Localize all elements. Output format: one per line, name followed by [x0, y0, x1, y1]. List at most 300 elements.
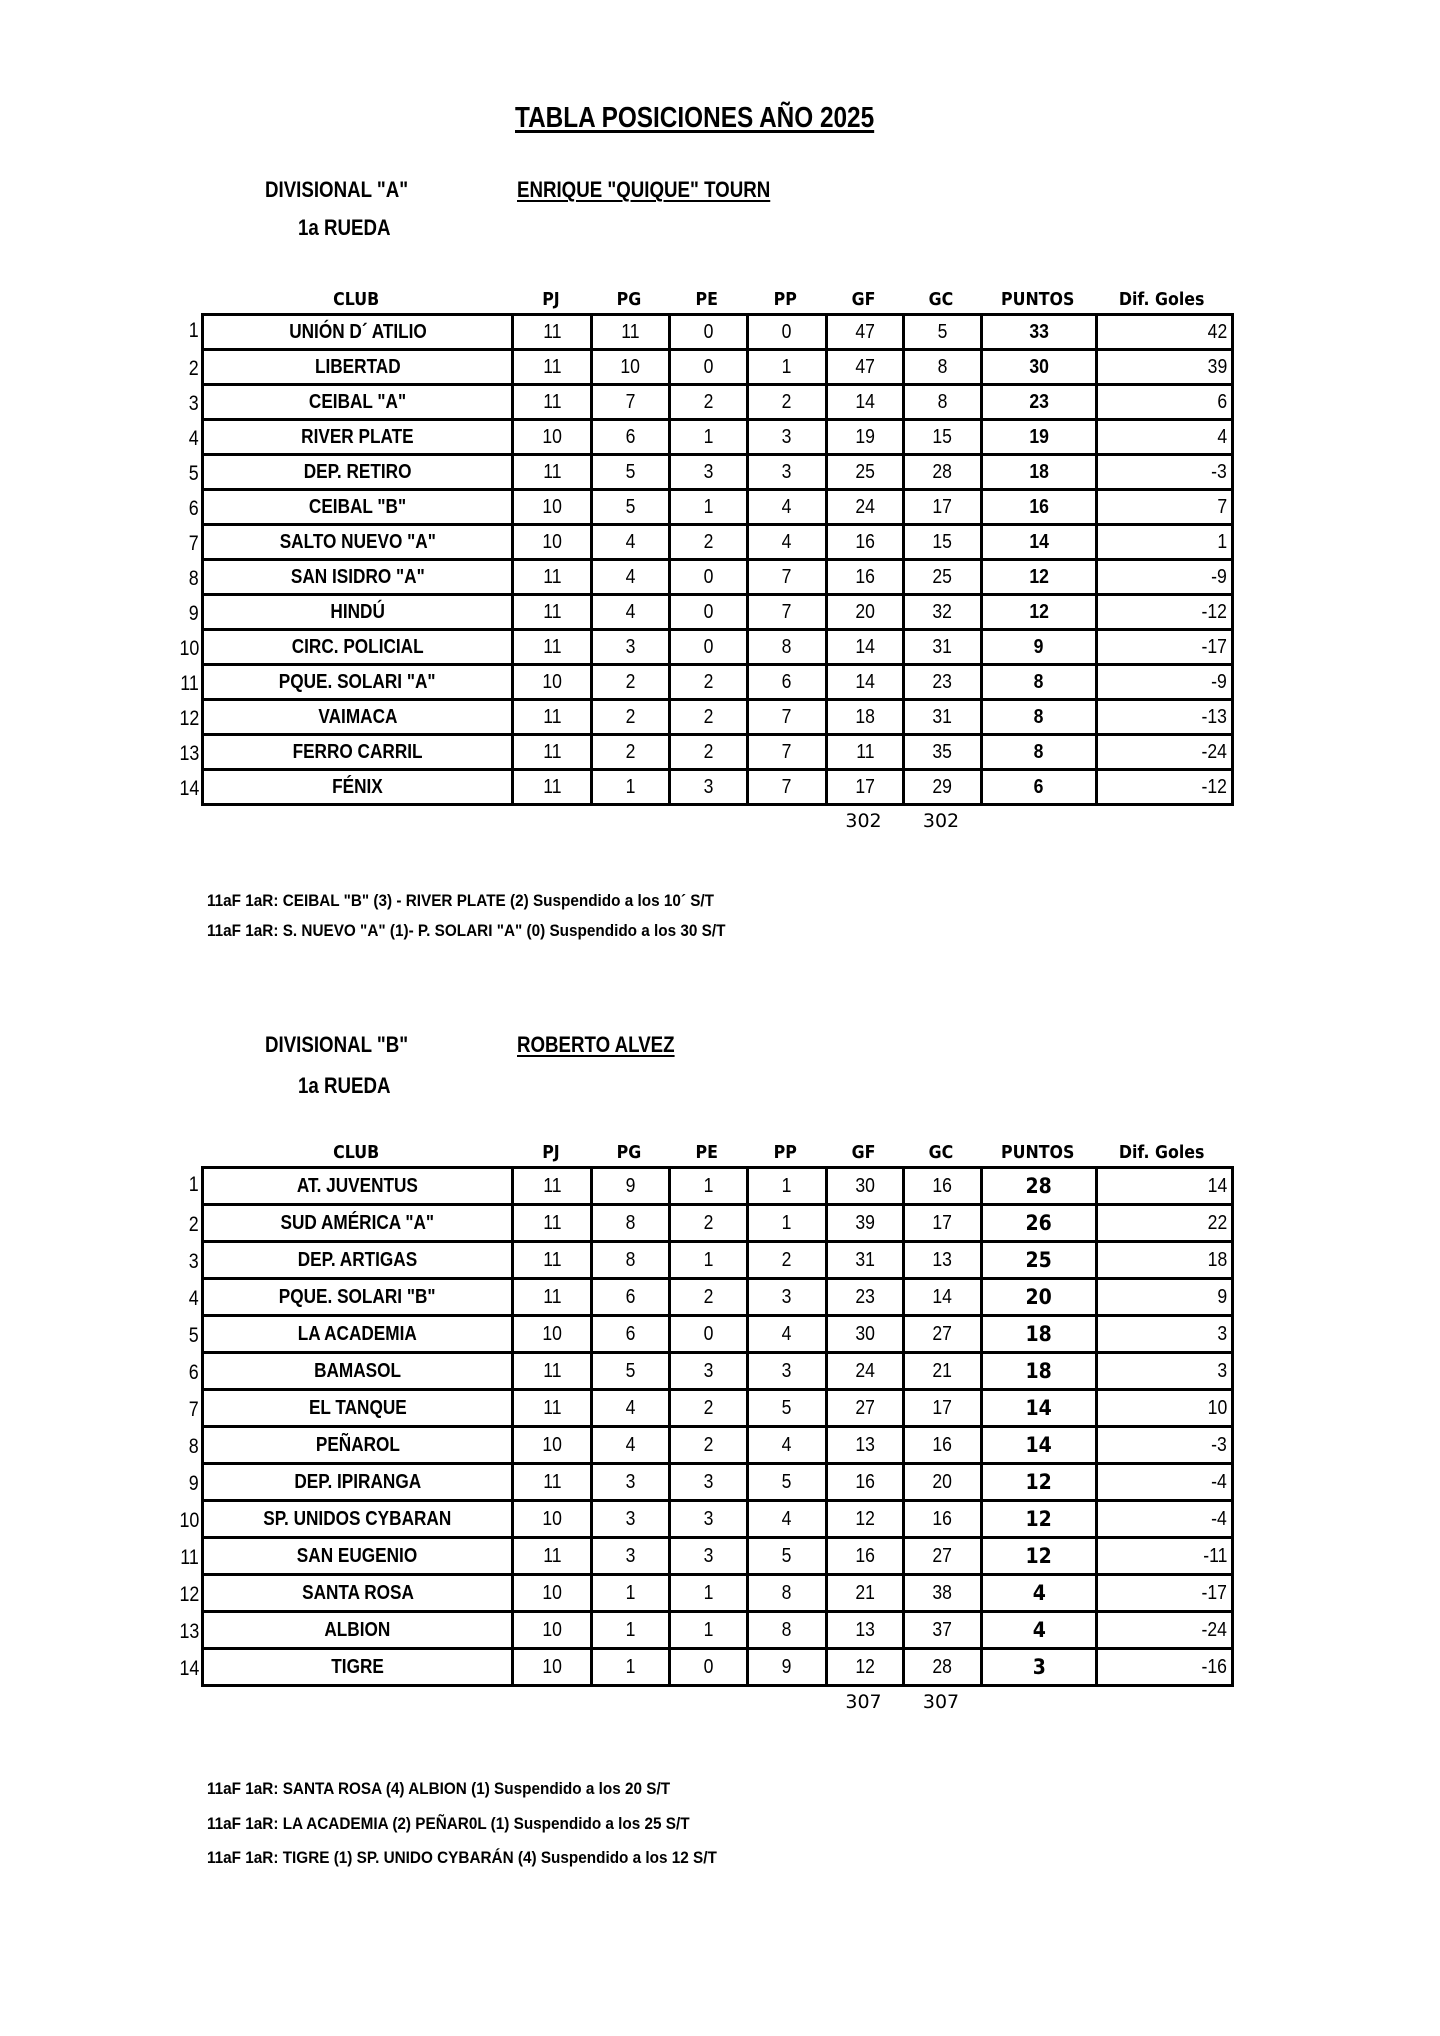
- cell-dif-goles: -16: [1098, 1650, 1231, 1687]
- division-b-standings-table: [160, 1140, 1234, 1717]
- cell-pg: 1: [593, 1650, 671, 1687]
- cell-pp: 2: [749, 1243, 828, 1280]
- cell-club: SUD AMÉRICA "A": [204, 1206, 514, 1243]
- cell-pj: 11: [514, 1206, 593, 1243]
- table-row: [160, 1166, 1234, 1206]
- cell-pe: 1: [671, 421, 749, 456]
- header-pp: PP: [773, 289, 798, 310]
- cell-pj: 11: [514, 456, 593, 491]
- cell-pp: 8: [749, 631, 828, 666]
- cell-pj: 11: [514, 1354, 593, 1391]
- cell-pg: 4: [593, 526, 671, 561]
- cell-gf: 25: [828, 456, 905, 491]
- cell-puntos: 12: [983, 561, 1098, 596]
- cell-pe: 0: [671, 1650, 749, 1687]
- cell-gf: 16: [828, 1465, 905, 1502]
- cell-pe: 0: [671, 351, 749, 386]
- cell-pp: 7: [749, 736, 828, 771]
- row-position: 6: [189, 1361, 199, 1384]
- cell-gc: 27: [905, 1317, 983, 1354]
- cell-dif-goles: 18: [1098, 1243, 1231, 1280]
- cell-gf: 18: [828, 701, 905, 736]
- cell-puntos: 6: [983, 771, 1098, 806]
- row-position: 13: [179, 1620, 199, 1643]
- header-pg: PG: [616, 1142, 642, 1163]
- cell-club: RIVER PLATE: [204, 421, 514, 456]
- row-position: 1: [189, 1173, 199, 1196]
- table-row: [160, 1539, 1234, 1576]
- cell-gc: 37: [905, 1613, 983, 1650]
- cell-club: TIGRE: [204, 1650, 514, 1687]
- division-b-note-2: 11aF 1aR: LA ACADEMIA (2) PEÑAR0L (1) Suspendido a los 25 S/T: [207, 1814, 690, 1833]
- cell-dif-goles: 1: [1098, 526, 1231, 561]
- cell-gf: 30: [828, 1169, 905, 1206]
- cell-dif-goles: -3: [1098, 1428, 1231, 1465]
- cell-gf: 13: [828, 1428, 905, 1465]
- cell-pg: 5: [593, 456, 671, 491]
- cell-dif-goles: -24: [1098, 736, 1231, 771]
- cell-pj: 10: [514, 1576, 593, 1613]
- cell-pp: 7: [749, 561, 828, 596]
- cell-gc: 29: [905, 771, 983, 806]
- cell-gf: 21: [828, 1576, 905, 1613]
- table-body: [160, 313, 1234, 806]
- cell-gc: 31: [905, 631, 983, 666]
- header-puntos: PUNTOS: [1000, 289, 1075, 310]
- cell-pp: 8: [749, 1576, 828, 1613]
- cell-puntos: 18: [983, 456, 1098, 491]
- cell-dif-goles: 7: [1098, 491, 1231, 526]
- totals-row: [201, 1687, 1234, 1717]
- row-position: 6: [189, 497, 199, 520]
- page-title: TABLA POSICIONES AÑO 2025: [515, 102, 875, 134]
- row-position: 4: [189, 427, 199, 450]
- cell-pp: 2: [749, 386, 828, 421]
- cell-gf: 16: [828, 1539, 905, 1576]
- cell-pp: 6: [749, 666, 828, 701]
- cell-dif-goles: -12: [1098, 596, 1231, 631]
- cell-pg: 2: [593, 701, 671, 736]
- cell-pj: 11: [514, 596, 593, 631]
- table-row: [160, 561, 1234, 596]
- cell-puntos: 12: [983, 1539, 1098, 1576]
- cell-pp: 0: [749, 316, 828, 351]
- cell-pp: 7: [749, 701, 828, 736]
- cell-puntos: 25: [983, 1243, 1098, 1280]
- cell-pg: 1: [593, 1576, 671, 1613]
- cell-gc: 13: [905, 1243, 983, 1280]
- cell-club: EL TANQUE: [204, 1391, 514, 1428]
- cell-pg: 4: [593, 561, 671, 596]
- cell-gf: 47: [828, 316, 905, 351]
- cell-club: AT. JUVENTUS: [204, 1169, 514, 1206]
- cell-gf: 24: [828, 1354, 905, 1391]
- header-puntos: PUNTOS: [1000, 1142, 1075, 1163]
- cell-pe: 0: [671, 1317, 749, 1354]
- cell-pe: 2: [671, 666, 749, 701]
- row-position: 13: [179, 742, 199, 765]
- cell-pj: 10: [514, 1502, 593, 1539]
- cell-gc: 17: [905, 1206, 983, 1243]
- cell-pe: 2: [671, 701, 749, 736]
- cell-club: PQUE. SOLARI "A": [204, 666, 514, 701]
- cell-puntos: 18: [983, 1317, 1098, 1354]
- cell-gc: 35: [905, 736, 983, 771]
- table-row: [160, 421, 1234, 456]
- cell-gc: 8: [905, 351, 983, 386]
- header-pg: PG: [616, 289, 642, 310]
- cell-pp: 4: [749, 491, 828, 526]
- cell-gf: 16: [828, 561, 905, 596]
- cell-dif-goles: -9: [1098, 666, 1231, 701]
- header-pe: PE: [695, 289, 719, 310]
- cell-gf: 14: [828, 386, 905, 421]
- row-position: 8: [189, 567, 199, 590]
- cell-puntos: 26: [983, 1206, 1098, 1243]
- cell-pe: 2: [671, 526, 749, 561]
- cell-dif-goles: -3: [1098, 456, 1231, 491]
- cell-pg: 3: [593, 1539, 671, 1576]
- cell-gf: 14: [828, 666, 905, 701]
- cell-club: DEP. RETIRO: [204, 456, 514, 491]
- cell-puntos: 12: [983, 1502, 1098, 1539]
- cell-club: FÉNIX: [204, 771, 514, 806]
- total-gc: 302: [922, 810, 960, 832]
- cell-pe: 3: [671, 1465, 749, 1502]
- cell-club: CIRC. POLICIAL: [204, 631, 514, 666]
- cell-gf: 27: [828, 1391, 905, 1428]
- cell-puntos: 12: [983, 1465, 1098, 1502]
- cell-pg: 1: [593, 771, 671, 806]
- cell-gc: 28: [905, 1650, 983, 1687]
- cell-gc: 17: [905, 1391, 983, 1428]
- table-row: [160, 386, 1234, 421]
- cell-pp: 7: [749, 771, 828, 806]
- cell-gc: 8: [905, 386, 983, 421]
- cell-pg: 6: [593, 421, 671, 456]
- cell-gf: 39: [828, 1206, 905, 1243]
- cell-club: SAN EUGENIO: [204, 1539, 514, 1576]
- cell-dif-goles: 6: [1098, 386, 1231, 421]
- table-row: [160, 631, 1234, 666]
- header-gf: GF: [851, 1142, 876, 1163]
- header-dif-goles: Dif. Goles: [1118, 289, 1205, 310]
- cell-pe: 1: [671, 1576, 749, 1613]
- cell-dif-goles: -17: [1098, 631, 1231, 666]
- cell-club: PQUE. SOLARI "B": [204, 1280, 514, 1317]
- row-position: 1: [189, 319, 199, 342]
- cell-dif-goles: 4: [1098, 421, 1231, 456]
- table-row: [160, 1613, 1234, 1650]
- division-b-note-3: 11aF 1aR: TIGRE (1) SP. UNIDO CYBARÁN (4) Suspendido a los 12 S/T: [207, 1848, 717, 1867]
- cell-pg: 3: [593, 1465, 671, 1502]
- cell-pg: 4: [593, 1428, 671, 1465]
- cell-pe: 2: [671, 1391, 749, 1428]
- cell-pg: 3: [593, 631, 671, 666]
- cell-pj: 11: [514, 1243, 593, 1280]
- cell-gf: 24: [828, 491, 905, 526]
- cell-gc: 16: [905, 1502, 983, 1539]
- table-row: [160, 351, 1234, 386]
- row-position: 9: [189, 1472, 199, 1495]
- cell-gc: 23: [905, 666, 983, 701]
- division-b-round: 1a RUEDA: [298, 1073, 391, 1098]
- cell-puntos: 14: [983, 1428, 1098, 1465]
- cell-gc: 25: [905, 561, 983, 596]
- cell-pg: 4: [593, 596, 671, 631]
- cell-club: SANTA ROSA: [204, 1576, 514, 1613]
- cell-pp: 5: [749, 1391, 828, 1428]
- cell-dif-goles: 3: [1098, 1354, 1231, 1391]
- cell-gc: 32: [905, 596, 983, 631]
- cell-gf: 14: [828, 631, 905, 666]
- cell-dif-goles: -4: [1098, 1502, 1231, 1539]
- cell-pj: 11: [514, 1391, 593, 1428]
- cell-pj: 10: [514, 1428, 593, 1465]
- cell-dif-goles: -4: [1098, 1465, 1231, 1502]
- cell-puntos: 4: [983, 1576, 1098, 1613]
- cell-pe: 0: [671, 561, 749, 596]
- division-a-label: DIVISIONAL "A": [265, 177, 409, 202]
- table-row: [160, 1280, 1234, 1317]
- cell-pj: 10: [514, 1613, 593, 1650]
- cell-club: BAMASOL: [204, 1354, 514, 1391]
- cell-puntos: 14: [983, 526, 1098, 561]
- cell-dif-goles: 39: [1098, 351, 1231, 386]
- cell-gc: 38: [905, 1576, 983, 1613]
- table-row: [160, 1465, 1234, 1502]
- table-row: [160, 1428, 1234, 1465]
- table-row: [160, 1576, 1234, 1613]
- cell-gf: 31: [828, 1243, 905, 1280]
- cell-gc: 31: [905, 701, 983, 736]
- cell-club: UNIÓN D´ ATILIO: [204, 316, 514, 351]
- cell-pj: 10: [514, 491, 593, 526]
- table-row: [160, 596, 1234, 631]
- cell-dif-goles: -11: [1098, 1539, 1231, 1576]
- cell-gf: 12: [828, 1502, 905, 1539]
- cell-dif-goles: -9: [1098, 561, 1231, 596]
- row-position: 2: [189, 1213, 199, 1236]
- cell-club: SP. UNIDOS CYBARAN: [204, 1502, 514, 1539]
- cell-gf: 13: [828, 1613, 905, 1650]
- row-position: 14: [179, 777, 199, 800]
- cell-puntos: 8: [983, 701, 1098, 736]
- cell-pe: 0: [671, 631, 749, 666]
- cell-gf: 20: [828, 596, 905, 631]
- table-row: [160, 1206, 1234, 1243]
- cell-pe: 3: [671, 1539, 749, 1576]
- header-dif-goles: Dif. Goles: [1118, 1142, 1205, 1163]
- cell-pe: 2: [671, 1280, 749, 1317]
- division-b-label: DIVISIONAL "B": [265, 1032, 409, 1057]
- cell-puntos: 16: [983, 491, 1098, 526]
- cell-club: VAIMACA: [204, 701, 514, 736]
- total-gf: 302: [845, 810, 882, 832]
- cell-pg: 4: [593, 1391, 671, 1428]
- row-position: 5: [189, 1324, 199, 1347]
- cell-gf: 23: [828, 1280, 905, 1317]
- cell-pp: 4: [749, 1428, 828, 1465]
- row-position: 10: [179, 637, 199, 660]
- cell-gf: 11: [828, 736, 905, 771]
- row-position: 14: [179, 1657, 199, 1680]
- table-row: [160, 771, 1234, 806]
- cell-puntos: 8: [983, 736, 1098, 771]
- row-position: 7: [189, 1398, 199, 1421]
- cell-dif-goles: 14: [1098, 1169, 1231, 1206]
- cell-club: DEP. ARTIGAS: [204, 1243, 514, 1280]
- cell-dif-goles: -24: [1098, 1613, 1231, 1650]
- cell-club: CEIBAL "A": [204, 386, 514, 421]
- header-gc: GC: [928, 1142, 954, 1163]
- cell-pj: 10: [514, 1650, 593, 1687]
- cell-puntos: 30: [983, 351, 1098, 386]
- cell-pg: 1: [593, 1613, 671, 1650]
- cell-gc: 5: [905, 316, 983, 351]
- cell-gf: 19: [828, 421, 905, 456]
- division-a-note-2: 11aF 1aR: S. NUEVO "A" (1)- P. SOLARI "A" (0) Suspendido a los 30 S/T: [207, 921, 726, 940]
- table-header: [201, 287, 1234, 313]
- header-club: CLUB: [332, 289, 380, 310]
- table-body: [160, 1166, 1234, 1687]
- header-pj: PJ: [541, 289, 560, 310]
- totals-row: [201, 806, 1234, 836]
- cell-gf: 17: [828, 771, 905, 806]
- division-a-coach: ENRIQUE "QUIQUE" TOURN: [517, 177, 771, 202]
- cell-pj: 11: [514, 736, 593, 771]
- cell-pp: 9: [749, 1650, 828, 1687]
- cell-pj: 10: [514, 421, 593, 456]
- cell-club: FERRO CARRIL: [204, 736, 514, 771]
- cell-pj: 11: [514, 1465, 593, 1502]
- row-position: 12: [179, 707, 199, 730]
- cell-gc: 16: [905, 1169, 983, 1206]
- cell-pe: 0: [671, 316, 749, 351]
- cell-pp: 3: [749, 1354, 828, 1391]
- cell-pj: 11: [514, 1539, 593, 1576]
- table-row: [160, 1391, 1234, 1428]
- cell-pp: 1: [749, 1169, 828, 1206]
- header-gc: GC: [928, 289, 954, 310]
- cell-pe: 1: [671, 491, 749, 526]
- cell-pg: 9: [593, 1169, 671, 1206]
- cell-club: ALBION: [204, 1613, 514, 1650]
- cell-club: SALTO NUEVO "A": [204, 526, 514, 561]
- cell-pe: 2: [671, 386, 749, 421]
- cell-pp: 1: [749, 351, 828, 386]
- cell-pe: 1: [671, 1169, 749, 1206]
- table-row: [160, 666, 1234, 701]
- cell-puntos: 19: [983, 421, 1098, 456]
- table-row: [160, 456, 1234, 491]
- cell-gc: 21: [905, 1354, 983, 1391]
- table-row: [160, 526, 1234, 561]
- row-position: 8: [189, 1435, 199, 1458]
- cell-pe: 3: [671, 456, 749, 491]
- cell-pj: 11: [514, 631, 593, 666]
- cell-gc: 14: [905, 1280, 983, 1317]
- cell-dif-goles: 9: [1098, 1280, 1231, 1317]
- row-position: 11: [180, 1546, 199, 1569]
- cell-pe: 2: [671, 1428, 749, 1465]
- cell-pp: 4: [749, 1317, 828, 1354]
- cell-pe: 3: [671, 1354, 749, 1391]
- cell-pp: 5: [749, 1465, 828, 1502]
- table-row: [160, 1354, 1234, 1391]
- table-row: [160, 1243, 1234, 1280]
- cell-pp: 3: [749, 1280, 828, 1317]
- cell-dif-goles: 22: [1098, 1206, 1231, 1243]
- cell-pj: 11: [514, 351, 593, 386]
- cell-dif-goles: 42: [1098, 316, 1231, 351]
- cell-club: LIBERTAD: [204, 351, 514, 386]
- cell-puntos: 33: [983, 316, 1098, 351]
- table-row: [160, 1650, 1234, 1687]
- cell-pg: 2: [593, 666, 671, 701]
- table-row: [160, 313, 1234, 351]
- cell-pe: 0: [671, 596, 749, 631]
- cell-pe: 3: [671, 771, 749, 806]
- table-row: [160, 1317, 1234, 1354]
- cell-club: CEIBAL "B": [204, 491, 514, 526]
- division-b-coach: ROBERTO ALVEZ: [517, 1032, 675, 1057]
- header-pj: PJ: [541, 1142, 560, 1163]
- row-position: 11: [180, 672, 199, 695]
- cell-pg: 5: [593, 1354, 671, 1391]
- total-gf: 307: [845, 1691, 882, 1713]
- cell-gf: 47: [828, 351, 905, 386]
- cell-club: SAN ISIDRO "A": [204, 561, 514, 596]
- cell-pg: 8: [593, 1243, 671, 1280]
- table-row: [160, 491, 1234, 526]
- cell-pg: 6: [593, 1280, 671, 1317]
- row-position: 10: [179, 1509, 199, 1532]
- table-header: [201, 1140, 1234, 1166]
- cell-pp: 7: [749, 596, 828, 631]
- cell-pp: 4: [749, 1502, 828, 1539]
- header-club: CLUB: [332, 1142, 380, 1163]
- cell-pj: 10: [514, 1317, 593, 1354]
- division-a-standings-table: [160, 287, 1234, 836]
- cell-pe: 2: [671, 736, 749, 771]
- header-pp: PP: [773, 1142, 798, 1163]
- cell-gc: 15: [905, 526, 983, 561]
- cell-pg: 11: [593, 316, 671, 351]
- cell-pj: 11: [514, 561, 593, 596]
- cell-gc: 28: [905, 456, 983, 491]
- division-a-round: 1a RUEDA: [298, 215, 391, 240]
- cell-puntos: 23: [983, 386, 1098, 421]
- division-a-note-1: 11aF 1aR: CEIBAL "B" (3) - RIVER PLATE (2) Suspendido a los 10´ S/T: [207, 891, 715, 910]
- cell-puntos: 28: [983, 1169, 1098, 1206]
- row-position: 7: [189, 532, 199, 555]
- cell-pp: 1: [749, 1206, 828, 1243]
- total-gc: 307: [922, 1691, 960, 1713]
- row-position: 12: [179, 1583, 199, 1606]
- cell-gf: 30: [828, 1317, 905, 1354]
- cell-pj: 11: [514, 316, 593, 351]
- cell-gf: 12: [828, 1650, 905, 1687]
- row-position: 4: [189, 1287, 199, 1310]
- cell-pg: 6: [593, 1317, 671, 1354]
- cell-pj: 11: [514, 386, 593, 421]
- cell-puntos: 12: [983, 596, 1098, 631]
- row-position: 3: [189, 1250, 199, 1273]
- cell-pg: 7: [593, 386, 671, 421]
- cell-pp: 5: [749, 1539, 828, 1576]
- cell-puntos: 20: [983, 1280, 1098, 1317]
